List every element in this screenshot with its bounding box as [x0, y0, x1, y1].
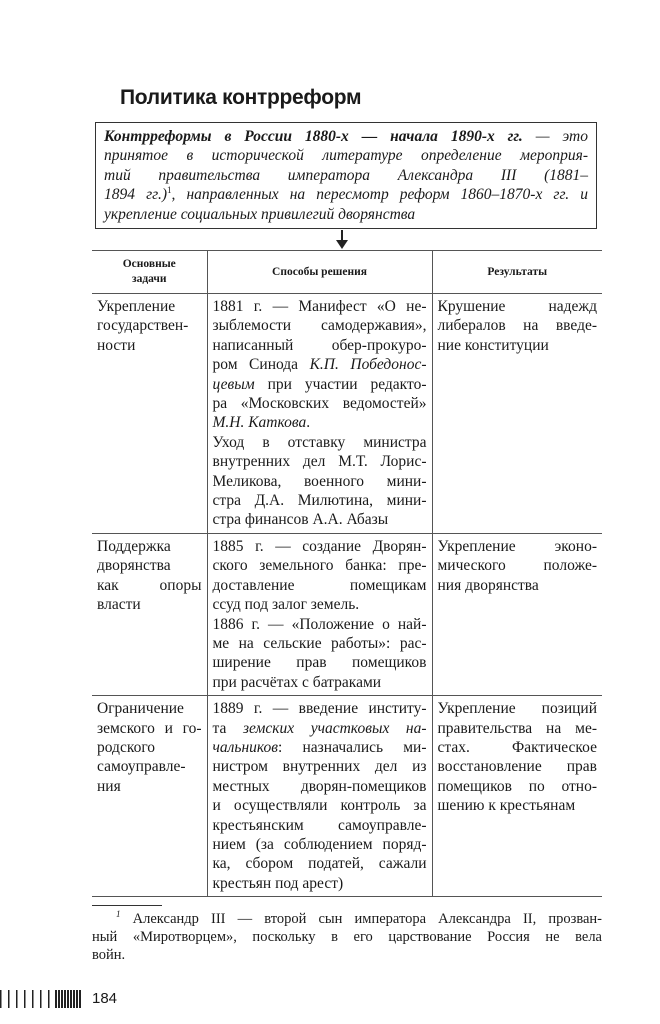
task-cell [92, 696, 207, 897]
text-line [97, 576, 202, 595]
text-segment: нистром внутренних дел из [212, 758, 427, 776]
text-segment: и осуществляли контроль за [212, 797, 427, 815]
text-segment: Укрепление эконо- [437, 537, 597, 555]
header-methods: Способы решения [207, 251, 432, 294]
text-segment: ка, сбором податей, сажали [212, 855, 427, 873]
text-segment: ром Синода [212, 356, 310, 374]
reforms-table [92, 250, 602, 897]
text-line [97, 595, 202, 614]
text-segment: 1886 г. — «Положение о най- [212, 615, 427, 633]
text-line [104, 146, 588, 165]
text-line [438, 757, 598, 776]
text-line [213, 835, 427, 854]
text-line [213, 816, 427, 835]
text-line [213, 653, 427, 672]
page-edge-marker-dense [55, 990, 82, 1008]
text-segment: доставление помещикам [212, 576, 427, 594]
footnote-text: Александр III — второй сын императора Александра II, прозван- [132, 911, 603, 928]
text-segment: дворянства [97, 557, 171, 575]
text-segment: М.Н. Каткова [212, 414, 307, 432]
text-line [97, 556, 202, 575]
text-segment: шению к крестьянам [437, 797, 576, 815]
arrowhead-icon [336, 240, 348, 249]
text-segment: Укрепление позиций [437, 700, 597, 718]
text-segment: внутренних дел М.Т. Лорис- [212, 453, 427, 471]
text-line [213, 719, 427, 738]
text-segment: государствен- [97, 317, 189, 335]
text-line [213, 556, 427, 575]
text-line [213, 297, 427, 316]
text-line [213, 576, 427, 595]
text-segment: ме на сельские работы»: рас- [212, 634, 427, 652]
table-header-row [92, 251, 602, 294]
text-segment: Контрреформы в России 1880-х — начала 1890-х гг. [104, 128, 523, 145]
text-segment: местных дворян-помещиков [212, 777, 427, 795]
footnote [92, 910, 602, 964]
text-segment: земского и го- [97, 719, 202, 737]
text-segment: цевым [212, 375, 255, 393]
text-line [438, 336, 598, 355]
text-line [97, 336, 202, 355]
text-line [213, 615, 427, 634]
text-segment: правительства на ме- [437, 719, 597, 737]
text-segment: : назначались ми- [278, 738, 427, 756]
text-line [213, 433, 427, 452]
text-line [213, 452, 427, 471]
text-line [213, 874, 427, 893]
text-line [213, 316, 427, 335]
footnote-line: ный «Миротворцем», поскольку в его царствование Россия не вела [92, 929, 602, 946]
text-segment: при участии редакто- [254, 375, 427, 393]
text-segment: ние конституции [437, 336, 549, 354]
text-segment: 1889 г. — введение институ- [212, 700, 427, 718]
text-segment: та [212, 719, 243, 737]
page-number: 184 [92, 990, 118, 1008]
text-segment: чальников [212, 738, 279, 756]
task-cell [92, 533, 207, 695]
text-line [213, 757, 427, 776]
text-line [213, 738, 427, 757]
text-segment: ширение прав помещиков [212, 654, 427, 672]
text-segment: тий правительства императора Александра III (1881– [104, 166, 588, 184]
footnote-divider [92, 905, 162, 906]
text-segment: , направленных на пересмотр реформ 1860–1870-х гг. и [171, 186, 588, 204]
text-segment: стах. Фактическое [437, 738, 597, 756]
text-line [104, 127, 588, 146]
text-line [97, 777, 202, 796]
text-segment: Меликова, военного мини- [212, 472, 427, 490]
text-line [213, 336, 427, 355]
header-results: Результаты [432, 251, 602, 294]
text-line [213, 472, 427, 491]
text-segment: 1881 г. — Манифест «О не- [212, 298, 427, 315]
text-segment: нием (за соблюдением поряд- [212, 835, 427, 853]
text-segment: Ограничение [97, 700, 184, 718]
text-segment: — это [522, 128, 588, 145]
text-line [213, 854, 427, 873]
text-segment: родского [97, 738, 156, 756]
table-row [92, 294, 602, 534]
text-line [213, 375, 427, 394]
text-line [97, 537, 202, 556]
text-line [213, 673, 427, 692]
text-line [104, 185, 588, 204]
text-line [104, 166, 588, 185]
results-cell [432, 533, 602, 695]
text-segment: ссуд под залог земель. [212, 596, 360, 614]
text-line [213, 355, 427, 374]
text-segment: ния [97, 777, 121, 795]
text-segment: ности [97, 336, 136, 354]
section-title: Политика контрреформ [120, 86, 362, 109]
text-line [97, 757, 202, 776]
text-segment: Поддержка [97, 537, 171, 555]
text-line [438, 537, 598, 556]
results-cell [432, 294, 602, 534]
text-segment: 1 [167, 185, 172, 196]
text-line [438, 719, 598, 738]
text-line [213, 777, 427, 796]
text-segment: либералов на введе- [437, 317, 597, 335]
text-line [438, 738, 598, 757]
text-line [97, 297, 202, 316]
text-segment: Уход в отставку министра [212, 433, 427, 451]
text-segment: ского земельного банка: пре- [212, 557, 427, 575]
text-segment: Крушение надежд [437, 298, 597, 315]
table-row [92, 696, 602, 897]
text-line [438, 699, 598, 718]
text-segment: ния дворянства [437, 576, 539, 594]
text-line [97, 719, 202, 738]
text-line [213, 394, 427, 413]
text-segment: 1894 гг.) [104, 186, 167, 204]
text-line [213, 537, 427, 556]
text-line [97, 316, 202, 335]
text-line [438, 556, 598, 575]
page-footer [92, 990, 602, 1010]
text-line [213, 796, 427, 815]
methods-cell [207, 294, 432, 534]
text-segment: помещиков по отно- [437, 777, 597, 795]
text-segment: самоуправле- [97, 758, 186, 776]
text-segment: земских участковых на- [242, 719, 427, 737]
text-segment: как опоры [97, 576, 202, 594]
text-segment: власти [97, 596, 141, 614]
text-segment: укрепление социальных привилегий дворянства [104, 205, 416, 223]
text-segment: мического положе- [437, 557, 597, 575]
text-line [213, 595, 427, 614]
footnote-marker: 1 [116, 909, 121, 920]
text-segment: крестьян под арест) [212, 874, 344, 892]
text-line [97, 738, 202, 757]
text-segment: . [306, 414, 311, 432]
text-segment: крестьянским самоуправле- [212, 816, 427, 834]
text-segment: восстановление прав [437, 758, 597, 776]
text-line [438, 777, 598, 796]
text-segment: Укрепление [97, 298, 176, 315]
task-cell [92, 294, 207, 534]
footnote-first-line [92, 910, 602, 928]
text-line [213, 699, 427, 718]
methods-cell [207, 533, 432, 695]
text-line [213, 413, 427, 432]
text-line [213, 634, 427, 653]
footnote-line: войн. [92, 947, 126, 964]
text-segment: ра «Московских ведомостей» [212, 395, 427, 413]
definition-box [95, 122, 597, 229]
table-row [92, 533, 602, 695]
header-tasks: Основные задачи [92, 251, 207, 294]
text-line [438, 796, 598, 815]
text-segment: при расчётах с батраками [212, 673, 382, 691]
text-segment: 1885 г. — создание Дворян- [212, 537, 427, 555]
text-line [438, 576, 598, 595]
text-line [213, 510, 427, 529]
text-segment: стра Д.А. Милютина, мини- [212, 492, 427, 510]
text-line [438, 297, 598, 316]
text-segment: написанный обер-прокуро- [212, 336, 427, 354]
content-flow [92, 250, 602, 1010]
text-line [213, 491, 427, 510]
text-line [104, 205, 588, 224]
results-cell [432, 696, 602, 897]
text-segment: К.П. Победонос- [309, 356, 427, 374]
text-segment: принятое в исторической литературе определение мероприя- [104, 147, 588, 165]
text-segment: стра финансов А.А. Абазы [212, 511, 389, 529]
text-line [97, 699, 202, 718]
text-line [438, 316, 598, 335]
text-segment: зыблемости самодержавия», [212, 317, 427, 335]
methods-cell [207, 696, 432, 897]
